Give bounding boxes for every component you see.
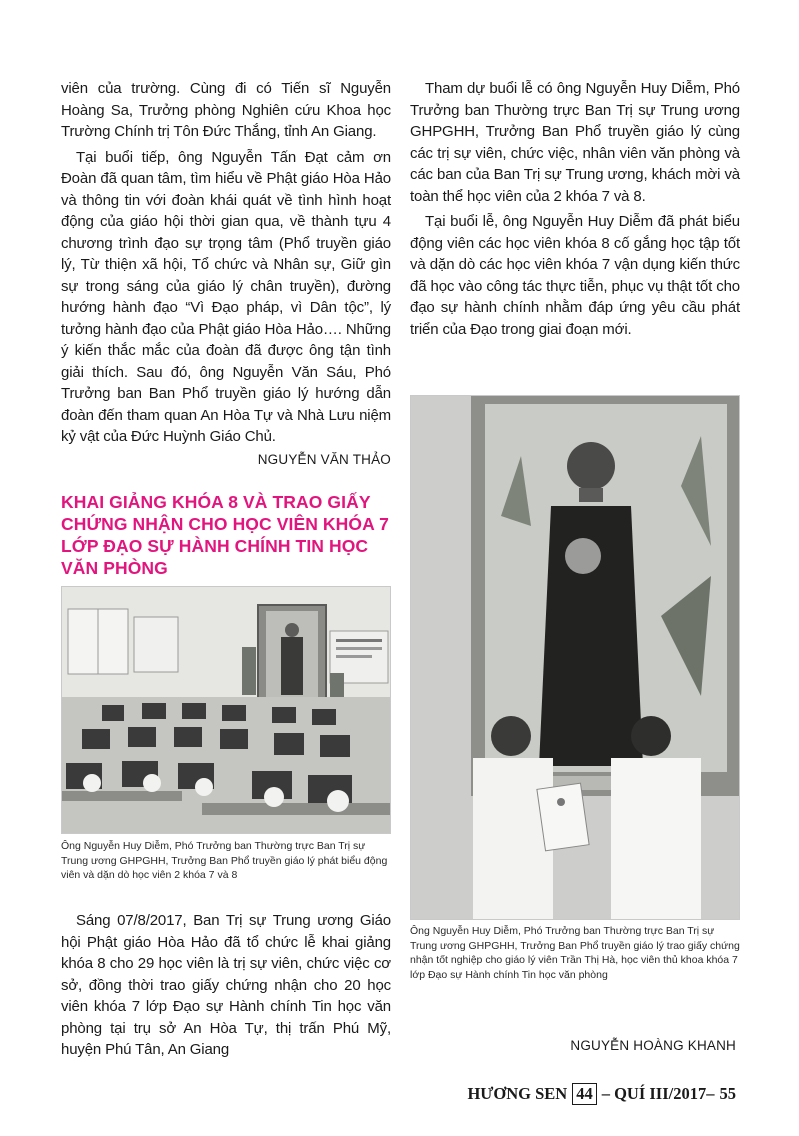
page-number: 55 — [719, 1084, 736, 1103]
author-article: NGUYỄN HOÀNG KHANH — [570, 1038, 736, 1053]
paragraph-article-2: Tham dự buổi lễ có ông Nguyễn Huy Diễm, Phó Trưởng ban Thường trực Ban Trị sự Trung ương GHPGHH, Trưởng Ban Phổ truyền giáo lý cùng các trị sự viên, chức việc, nhân viên văn phòng và các ban của Ban Trị sự Trung ương, khách mời và toàn thể học viên của 2 khóa 7 và 8. — [410, 80, 740, 205]
paragraph-article-3: Tại buổi lễ, ông Nguyễn Huy Diễm đã phát biểu động viên các học viên khóa 8 cố gắng học tập tốt và dặn dò các học viên khóa 7 vận dụng kiến thức đã học vào công tác thực tiễn, phục vụ thật tốt cho đạo sự hành chính nhằm đáp ứng yêu cầu phát triển của Đạo trong giai đoạn mới. — [410, 213, 740, 338]
article-headline: KHAI GIẢNG KHÓA 8 VÀ TRAO GIẤY CHỨNG NHẬN CHO HỌC VIÊN KHÓA 7 LỚP ĐẠO SỰ HÀNH CHÍNH TIN HỌC VĂN PHÒNG — [61, 492, 389, 578]
page-footer — [410, 1080, 736, 1108]
classroom-photo — [61, 586, 391, 834]
issue-quarter: – QUÍ III/2017– — [601, 1084, 715, 1103]
issue-number: 44 — [572, 1083, 597, 1105]
certificate-photo-caption: Ông Nguyễn Huy Diễm, Phó Trưởng ban Thường trực Ban Trị sự Trung ương GHPGHH, Trưởng Ban Phổ truyền giáo lý trao giấy chứng nhận tốt nghiệp cho giáo lý viên Trần Thị Hà, học viên thủ khoa khóa 7 lớp Đạo sự Hành chính Tin học văn phòng — [410, 925, 740, 981]
classroom-photo-caption: Ông Nguyễn Huy Diễm, Phó Trưởng ban Thường trực Ban Trị sự Trung ương GHPGHH, Trưởng Ban Phổ truyền giáo lý phát biểu động viên và dặn dò học viên 2 khóa 7 và 8 — [61, 840, 388, 881]
left-column-top — [61, 78, 391, 467]
magazine-name: HƯƠNG SEN — [467, 1084, 568, 1103]
right-column-top — [410, 78, 740, 340]
classroom-illustration — [62, 587, 391, 834]
paragraph-prev-article-1: viên của trường. Cùng đi có Tiến sĩ Nguyễn Hoàng Sa, Trưởng phòng Nghiên cứu Khoa học Trường Chính trị Tôn Đức Thắng, tỉnh An Giang. — [61, 80, 391, 140]
paragraph-prev-article-2: Tại buổi tiếp, ông Nguyễn Tấn Đạt cảm ơn Đoàn đã quan tâm, tìm hiểu về Phật giáo Hòa Hảo và thông tin với đoàn khái quát về tình hình hoạt động của giáo hội thời gian qua, về thành tựu 4 chương trình đạo sự trọng tâm (Phổ truyền giáo lý, Từ thiện xã hội, Tổ chức và Nhân sự, Giữ gìn sự trong sáng của giáo lý chân truyền), đường hướng hành đạo “Vì Đạo pháp, vì Dân tộc”, lý tưởng hành đạo của Phật giáo Hòa Hảo…. Những ý kiến thắc mắc của đoàn đã được ông tận tình giải thích. Sau đó, ông Nguyễn Văn Sáu, Phó Trưởng ban Ban Phổ truyền giáo lý hướng dẫn đoàn đến tham quan An Hòa Tự và Nhà Lưu niệm kỷ vật của Đức Huỳnh Giáo Chủ. — [61, 148, 391, 445]
left-column-bottom — [61, 910, 391, 1061]
certificate-illustration — [411, 396, 740, 920]
author-prev-article: NGUYỄN VĂN THẢO — [257, 451, 391, 467]
paragraph-article-1: Sáng 07/8/2017, Ban Trị sự Trung ương Giáo hội Phật giáo Hòa Hảo đã tổ chức lễ khai giảng khóa 8 cho 29 học viên là trị sự viên, chức việc cơ sở, đồng thời trao giấy chứng nhận cho 20 học viên khóa 7 lớp Đạo sự Hành chính Tin học văn phòng tại trụ sở An Hòa Tự, thị trấn Phú Mỹ, huyện Phú Tân, An Giang — [61, 912, 391, 1058]
certificate-photo — [410, 395, 740, 920]
